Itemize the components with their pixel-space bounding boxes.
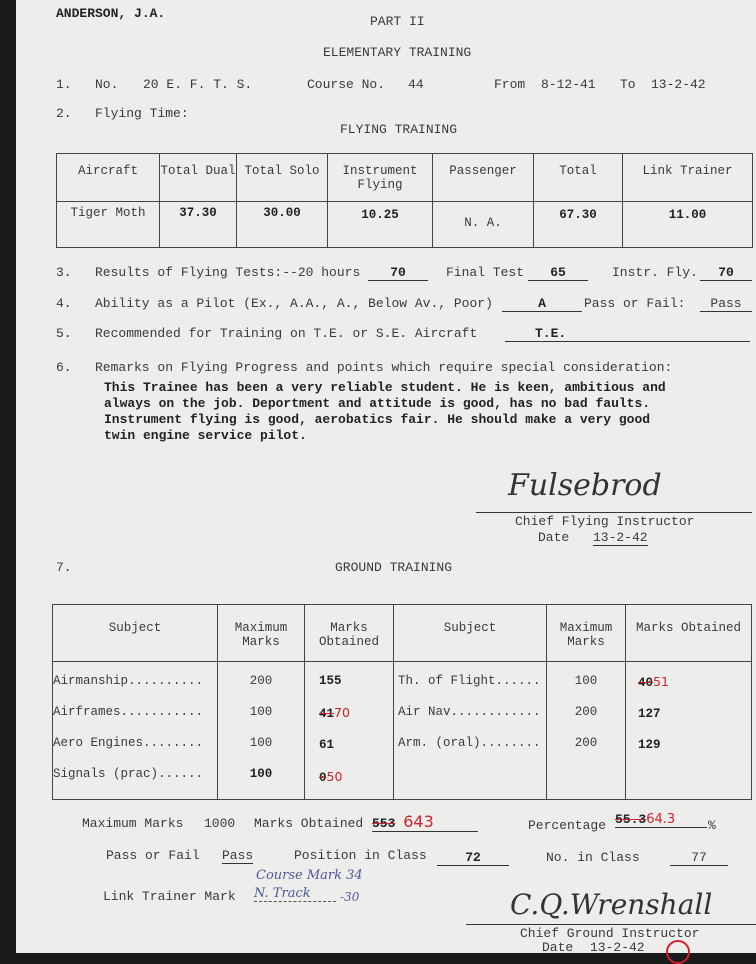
flying-training-title: FLYING TRAINING bbox=[340, 122, 458, 137]
link-trainer-label: Link Trainer Mark bbox=[103, 889, 236, 904]
item-number: 3. bbox=[56, 265, 72, 280]
obtained-column-right bbox=[626, 662, 752, 800]
recommended-value: T.E. bbox=[505, 326, 750, 342]
marks-obtained-old: 41 bbox=[319, 707, 335, 721]
col-header: Link Trainer bbox=[623, 154, 753, 202]
subject-signals: Signals (prac)...... bbox=[53, 767, 204, 781]
marks-obtained-corrected: 70 bbox=[334, 705, 350, 720]
part-title: PART II bbox=[370, 14, 425, 29]
total-cell: 67.30 bbox=[534, 202, 623, 248]
subject-air-nav: Air Nav............ bbox=[398, 705, 541, 719]
subject-column-left bbox=[53, 662, 218, 800]
ground-training-title: GROUND TRAINING bbox=[335, 560, 453, 575]
item-number: 7. bbox=[56, 560, 72, 575]
item-number: 6. bbox=[56, 360, 72, 375]
remarks-text bbox=[104, 380, 666, 444]
marks-obtained-corrected: 51 bbox=[653, 674, 669, 689]
col-header: Maximum Marks bbox=[218, 605, 305, 662]
percent-sign: % bbox=[708, 818, 716, 833]
col-header: Subject bbox=[53, 605, 218, 662]
col-header: Total Dual bbox=[160, 154, 237, 202]
item-number: 1. bbox=[56, 77, 72, 92]
flying-time-label: Flying Time: bbox=[95, 106, 189, 121]
passenger-cell: N. A. bbox=[433, 202, 534, 248]
final-test-value: 65 bbox=[528, 265, 588, 281]
col-header: Total bbox=[534, 154, 623, 202]
subject-theory-of-flight: Th. of Flight...... bbox=[398, 674, 541, 688]
link-trainer-cell: 11.00 bbox=[623, 202, 753, 248]
instrument-cell: 10.25 bbox=[328, 202, 433, 248]
ability-label: Ability as a Pilot (Ex., A.A., A., Below Av., Poor) bbox=[95, 296, 493, 311]
marks-obtained-old: 553 bbox=[372, 816, 396, 831]
total-dual-cell: 37.30 bbox=[160, 202, 237, 248]
course-value: 44 bbox=[408, 77, 424, 92]
no-in-class-label: No. in Class bbox=[546, 850, 640, 865]
pass-fail-value: Pass bbox=[222, 848, 254, 863]
flying-training-table bbox=[56, 153, 753, 248]
ground-instructor-title: Chief Ground Instructor bbox=[520, 926, 700, 941]
flying-date-label: Date bbox=[538, 530, 570, 545]
recommended-label: Recommended for Training on T.E. or S.E. Aircraft bbox=[95, 326, 478, 341]
from-label: From bbox=[494, 77, 526, 92]
position-value: 72 bbox=[437, 850, 509, 866]
max-marks-value: 1000 bbox=[204, 816, 236, 831]
percentage-old: 55.3 bbox=[615, 812, 647, 827]
course-mark-note: Course Mark 34 bbox=[256, 868, 363, 883]
marks-obtained-corrected: 643 bbox=[403, 812, 434, 831]
instr-fly-value: 70 bbox=[700, 265, 752, 281]
pass-fail-value: Pass bbox=[700, 296, 752, 312]
subject-airmanship: Airmanship.......... bbox=[53, 674, 204, 688]
to-label: To bbox=[620, 77, 636, 92]
link-trainer-value: N. Track bbox=[254, 886, 336, 902]
position-label: Position in Class bbox=[294, 848, 427, 863]
percentage-corrected: 64.3 bbox=[646, 812, 676, 827]
subject-armament: Arm. (oral)........ bbox=[398, 736, 541, 750]
col-header: Total Solo bbox=[237, 154, 328, 202]
marks-obtained: 61 bbox=[319, 738, 335, 752]
marks-obtained: 129 bbox=[638, 738, 661, 752]
ground-date-label: Date bbox=[542, 940, 574, 955]
col-header: Subject bbox=[394, 605, 547, 662]
course-label: Course No. bbox=[307, 77, 386, 92]
instr-fly-label: Instr. Fly. bbox=[612, 265, 698, 280]
total-solo-cell: 30.00 bbox=[237, 202, 328, 248]
marks-obtained-label: Marks Obtained bbox=[254, 816, 364, 831]
max-marks-label: Maximum Marks bbox=[82, 816, 184, 831]
obtained-column-left bbox=[305, 662, 394, 800]
from-value: 8-12-41 bbox=[541, 77, 596, 92]
ground-instructor-signature: C.Q.Wrenshall bbox=[510, 888, 713, 921]
pass-fail-label: Pass or Fail: bbox=[584, 296, 686, 311]
pass-fail-label: Pass or Fail bbox=[106, 848, 200, 863]
signature-line bbox=[476, 512, 752, 513]
col-header: Instrument Flying bbox=[328, 154, 433, 202]
hours-test-value: 70 bbox=[368, 265, 428, 281]
max-marks: 100 bbox=[249, 767, 273, 781]
ability-value: A bbox=[502, 296, 582, 312]
school-label: No. bbox=[95, 77, 119, 92]
marks-obtained: 127 bbox=[638, 707, 661, 721]
section-title: ELEMENTARY TRAINING bbox=[323, 45, 472, 60]
remarks-label: Remarks on Flying Progress and points which require special consideration: bbox=[95, 360, 673, 375]
trainee-name: ANDERSON, J.A. bbox=[56, 6, 166, 21]
max-marks: 200 bbox=[249, 674, 273, 688]
item-number: 2. bbox=[56, 106, 72, 121]
aircraft-cell: Tiger Moth bbox=[57, 202, 160, 248]
max-marks: 200 bbox=[574, 736, 598, 750]
col-header: Passenger bbox=[433, 154, 534, 202]
remarks-line: always on the job. Deportment and attitude is good, has no bad faults. bbox=[104, 396, 651, 411]
marks-obtained-corrected: 50 bbox=[326, 769, 343, 784]
subject-aero-engines: Aero Engines........ bbox=[53, 736, 204, 750]
flying-tests-label: Results of Flying Tests:--20 hours bbox=[95, 265, 361, 280]
ground-training-table bbox=[52, 604, 752, 800]
to-value: 13-2-42 bbox=[651, 77, 706, 92]
flying-instructor-title: Chief Flying Instructor bbox=[515, 514, 695, 529]
school-value: 20 E. F. T. S. bbox=[143, 77, 253, 92]
remarks-line: Instrument flying is good, aerobatics fair. He should make a very good bbox=[104, 412, 651, 427]
flying-instructor-signature: Fulsebrod bbox=[508, 468, 662, 503]
marks-obtained-old: 0 bbox=[319, 771, 327, 785]
marks-obtained-old: 40 bbox=[638, 676, 654, 690]
ground-date-value: 13-2-42 bbox=[590, 940, 645, 955]
col-header: Marks Obtained bbox=[626, 605, 752, 662]
col-header: Aircraft bbox=[57, 154, 160, 202]
max-column-left bbox=[218, 662, 305, 800]
item-number: 5. bbox=[56, 326, 72, 341]
max-column-right bbox=[547, 662, 626, 800]
percentage-value bbox=[615, 812, 707, 828]
col-header: Maximum Marks bbox=[547, 605, 626, 662]
subject-airframes: Airframes........... bbox=[53, 705, 204, 719]
signature-line bbox=[466, 924, 756, 925]
remarks-line: This Trainee has been a very reliable student. He is keen, ambitious and bbox=[104, 380, 666, 395]
marks-obtained-total bbox=[372, 812, 478, 832]
max-marks: 200 bbox=[574, 705, 598, 719]
percentage-label: Percentage bbox=[528, 818, 607, 833]
flying-date-value: 13-2-42 bbox=[593, 530, 648, 545]
max-marks: 100 bbox=[249, 705, 273, 719]
marks-obtained: 155 bbox=[319, 674, 342, 688]
red-circle-mark bbox=[666, 940, 690, 964]
col-header: Marks Obtained bbox=[305, 605, 394, 662]
subject-column-right bbox=[394, 662, 547, 800]
track-mark-note: -30 bbox=[340, 890, 360, 904]
remarks-line: twin engine service pilot. bbox=[104, 428, 307, 443]
no-in-class-value: 77 bbox=[670, 850, 728, 866]
max-marks: 100 bbox=[574, 674, 598, 688]
max-marks: 100 bbox=[249, 736, 273, 750]
item-number: 4. bbox=[56, 296, 72, 311]
final-test-label: Final Test bbox=[446, 265, 525, 280]
